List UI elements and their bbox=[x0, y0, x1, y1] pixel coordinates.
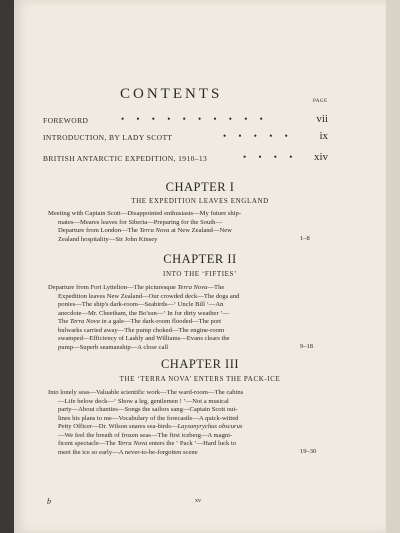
toc-row-foreword bbox=[43, 113, 328, 127]
summary-line: party—About chanties—Songs the sailors sang—Captain Scott out- bbox=[58, 406, 238, 413]
summary-line: Zealand hospitality—Sir John Kinsey bbox=[58, 235, 158, 243]
summary-line: Expedition leaves New Zealand—Our crowded deck—The dogs and bbox=[58, 292, 240, 300]
summary-line: pump—Superb seamanship—A close call bbox=[58, 343, 169, 351]
book-spine-shadow bbox=[0, 0, 14, 533]
chapter-page-range: 9–18 bbox=[300, 343, 313, 350]
summary-line: anecdote—Mr. Cheetham, the Bo'sun—‘ In for dirty weather ’— bbox=[58, 309, 230, 317]
chapter-summary bbox=[48, 210, 318, 244]
summary-line: Petty Officer—Dr. Wilson snares sea-birds—Laysanyrychus obscurus bbox=[58, 423, 243, 430]
page-column-label: PAGE bbox=[313, 99, 328, 104]
signature-mark: b bbox=[47, 497, 51, 506]
toc-row-expedition bbox=[43, 151, 328, 165]
chapter-summary bbox=[48, 284, 318, 352]
summary-line: mates—Meares leaves for Siberia—Preparing for the South— bbox=[58, 218, 223, 226]
summary-line: Departure from Fort Lyttelton—The picturesque Terra Nova—The bbox=[48, 284, 225, 291]
summary-line: lines his plans to me—Vocabulary of the forecastle—A quick-witted bbox=[58, 414, 239, 422]
contents-heading: CONTENTS bbox=[120, 86, 223, 102]
toc-label: BRITISH ANTARCTIC EXPEDITION, 1910–13 bbox=[43, 154, 208, 163]
summary-line: —Life below deck—‘ Show a leg, gentlemen ! ’—Not a musical bbox=[58, 397, 229, 405]
toc-page: ix bbox=[319, 130, 328, 142]
summary-line: ponies—The ship's dark-room—Seabirds—‘ Uncle Bill ’—An bbox=[58, 301, 224, 308]
chapter-page-range: 19–30 bbox=[300, 448, 317, 455]
chapter-heading: CHAPTER III bbox=[160, 357, 240, 371]
toc-label: FOREWORD bbox=[43, 116, 89, 125]
leader-dots: • • • • bbox=[243, 152, 298, 162]
summary-line: Into lonely seas—Valuable scientific work—The ward-room—The cabins bbox=[48, 389, 244, 396]
summary-line: ficent spectacle—The Terra Nova enters the ‘ Pack ’—Hard luck to bbox=[58, 440, 237, 447]
page-edge bbox=[386, 0, 400, 533]
toc-label: INTRODUCTION, BY LADY SCOTT bbox=[43, 133, 173, 142]
summary-line: —We feel the breath of frozen seas—The first iceberg—A magni- bbox=[58, 431, 233, 439]
toc-row-introduction bbox=[43, 130, 328, 144]
chapter-title: THE ‘TERRA NOVA’ ENTERS THE PACK-ICE bbox=[119, 375, 281, 383]
summary-line: Meeting with Captain Scott—Disappointed enthusiasts—My future ship- bbox=[48, 210, 242, 217]
chapter-summary bbox=[48, 389, 318, 457]
summary-line: bulwarks carried away—The pump choked—The engine-room bbox=[58, 326, 225, 334]
chapter-title: THE EXPEDITION LEAVES ENGLAND bbox=[131, 197, 269, 205]
leader-dots: • • • • • bbox=[223, 131, 293, 141]
chapter-page-range: 1–8 bbox=[300, 235, 310, 242]
summary-line: Departure from London—The Terra Nova at New Zealand—New bbox=[58, 227, 232, 234]
summary-line: The Terra Nova in a gale—The dark-room flooded—The port bbox=[58, 318, 222, 325]
page-folio: xv bbox=[195, 498, 201, 504]
toc-page: xiv bbox=[313, 151, 328, 163]
toc-page: vii bbox=[316, 113, 328, 125]
leader-dots: • • • • • • • • • • bbox=[121, 114, 268, 124]
chapter-title: INTO THE ‘FIFTIES’ bbox=[163, 270, 237, 278]
chapter-heading: CHAPTER I bbox=[165, 180, 235, 194]
summary-line: swamped—Efficiency of Lashly and Williams—Evans clears the bbox=[58, 335, 230, 342]
summary-line: meet the ice so early—A never-to-be-forgotten scene bbox=[58, 448, 198, 456]
chapter-heading: CHAPTER II bbox=[163, 252, 237, 266]
